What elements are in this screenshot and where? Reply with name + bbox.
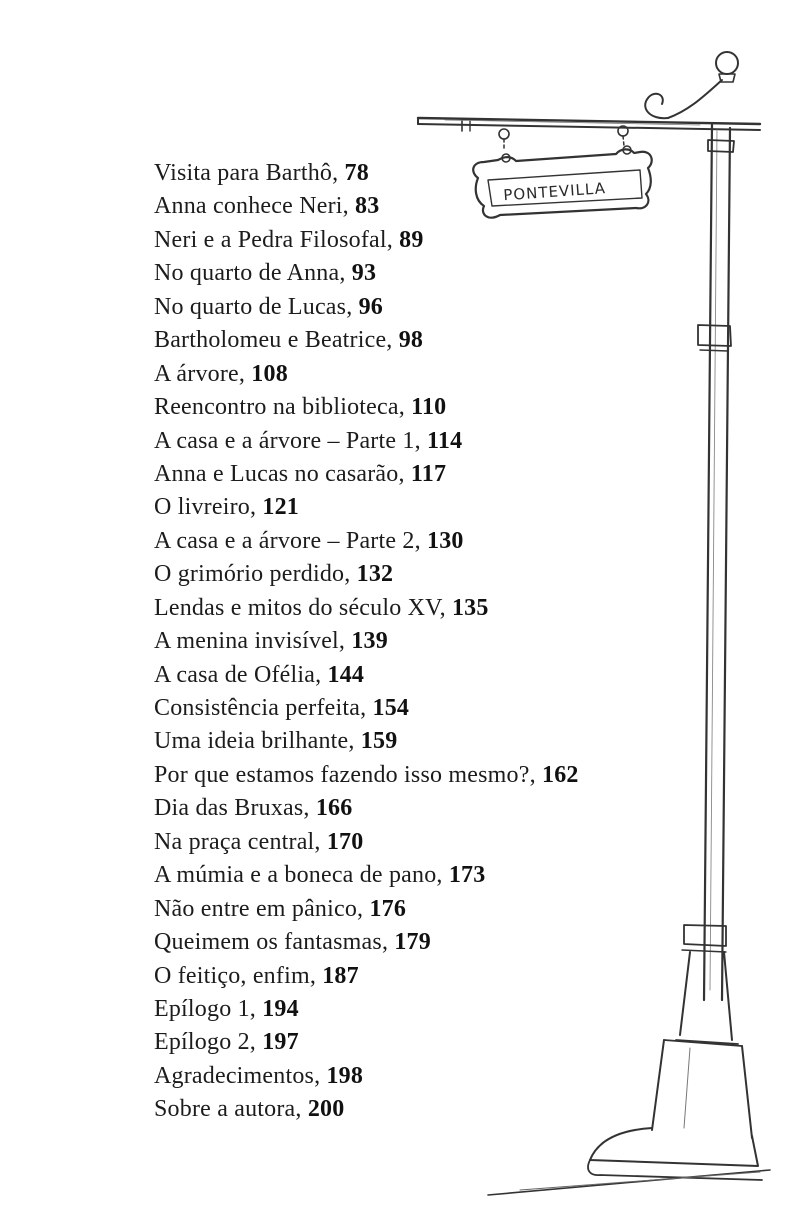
toc-entry [154,324,579,357]
toc-entry [154,826,579,859]
toc-entry [154,190,579,223]
toc-entry-title: Visita para Barthô, [154,160,345,186]
toc-entry [154,458,579,491]
toc-entry-title: Não entre em pânico, [154,895,370,922]
toc-entry-title: Uma ideia brilhante, [154,728,361,755]
toc-entry [154,792,579,825]
toc-entry-page-number: 121 [262,494,299,521]
toc-entry-page-number: 96 [358,293,384,320]
toc-entry-title: A casa de Ofélia, [154,661,328,688]
toc-entry-title: O livreiro, [154,494,263,521]
toc-entry-page-number: 98 [398,327,424,354]
toc-entry-title: Queimem os fantasmas, [154,929,395,956]
toc-entry [154,692,579,725]
toc-entry [154,1026,579,1059]
toc-entry-title: Dia das Bruxas, [154,795,316,822]
toc-entry [154,625,579,658]
toc-entry [154,893,579,926]
toc-entry-page-number: 144 [327,661,365,688]
toc-entry-page-number: 194 [262,995,299,1022]
toc-entry-page-number: 166 [315,795,353,822]
toc-entry-title: A múmia e a boneca de pano, [154,862,449,889]
toc-entry-title: Por que estamos fazendo isso mesmo?, [154,761,542,788]
toc-entry-title: Sobre a autora, [154,1096,308,1123]
toc-entry-page-number: 93 [351,260,377,287]
toc-entry [154,1093,579,1126]
toc-entry-page-number: 130 [427,527,464,554]
toc-entry-title: Agradecimentos, [154,1062,327,1089]
toc-entry [154,926,579,959]
toc-entry-page-number: 110 [411,394,447,421]
toc-entry-title: A menina invisível, [154,628,352,655]
toc-entry [154,291,579,324]
toc-entry [154,425,579,458]
toc-entry-title: A árvore, [154,360,252,387]
toc-entry-page-number: 135 [451,594,489,621]
toc-entry-page-number: 89 [399,226,424,253]
toc-entry-page-number: 200 [307,1096,345,1123]
toc-entry [154,1060,579,1093]
toc-entry-title: O feitiço, enfim, [154,962,323,989]
toc-entry-page-number: 173 [448,862,486,889]
toc-entry [154,859,579,892]
table-of-contents [154,157,579,1127]
toc-entry-page-number: 198 [326,1062,364,1089]
toc-entry-page-number: 162 [542,761,579,788]
toc-entry-page-number: 159 [360,728,398,755]
toc-entry-page-number: 187 [322,962,359,989]
toc-entry-title: Anna conhece Neri, [154,193,356,220]
toc-entry-title: Na praça central, [154,828,327,855]
toc-entry-title: Lendas e mitos do século XV, [154,594,452,621]
toc-entry-title: A casa e a árvore – Parte 1, [154,427,428,454]
toc-entry-page-number: 117 [410,460,447,487]
toc-entry-page-number: 83 [355,193,380,220]
toc-entry [154,491,579,524]
toc-entry-page-number: 176 [369,895,407,922]
toc-entry-page-number: 197 [262,1029,299,1056]
toc-entry [154,725,579,758]
toc-entry-title: Neri e a Pedra Filosofal, [154,226,400,253]
toc-entry-title: Epílogo 2, [154,1029,263,1056]
toc-entry-title: No quarto de Anna, [154,260,352,287]
toc-entry [154,224,579,257]
toc-entry [154,759,579,792]
sign-label: PONTEVILLA [502,179,607,205]
toc-entry-page-number: 78 [344,160,369,186]
toc-entry [154,358,579,391]
toc-entry [154,558,579,591]
toc-entry [154,659,579,692]
toc-entry [154,391,579,424]
toc-entry [154,257,579,290]
toc-entry-page-number: 139 [351,628,388,655]
toc-entry-page-number: 132 [356,561,394,588]
toc-entry-title: A casa e a árvore – Parte 2, [154,527,428,554]
toc-entry-title: No quarto de Lucas, [154,293,359,320]
toc-entry-title: Consistência perfeita, [154,695,373,721]
toc-entry [154,993,579,1026]
toc-entry-page-number: 108 [251,360,288,387]
toc-entry-title: O grimório perdido, [154,561,357,588]
toc-entry-title: Anna e Lucas no casarão, [154,460,411,487]
toc-entry-title: Epílogo 1, [154,995,263,1022]
toc-entry-title: Bartholomeu e Beatrice, [154,327,399,354]
toc-entry [154,525,579,558]
toc-entry [154,592,579,625]
toc-entry-page-number: 170 [326,828,364,855]
toc-entry [154,157,579,190]
toc-entry [154,960,579,993]
toc-entry-title: Reencontro na biblioteca, [154,394,412,421]
toc-entry-page-number: 114 [427,427,463,454]
toc-entry-page-number: 154 [372,695,410,721]
toc-entry-page-number: 179 [394,929,431,956]
